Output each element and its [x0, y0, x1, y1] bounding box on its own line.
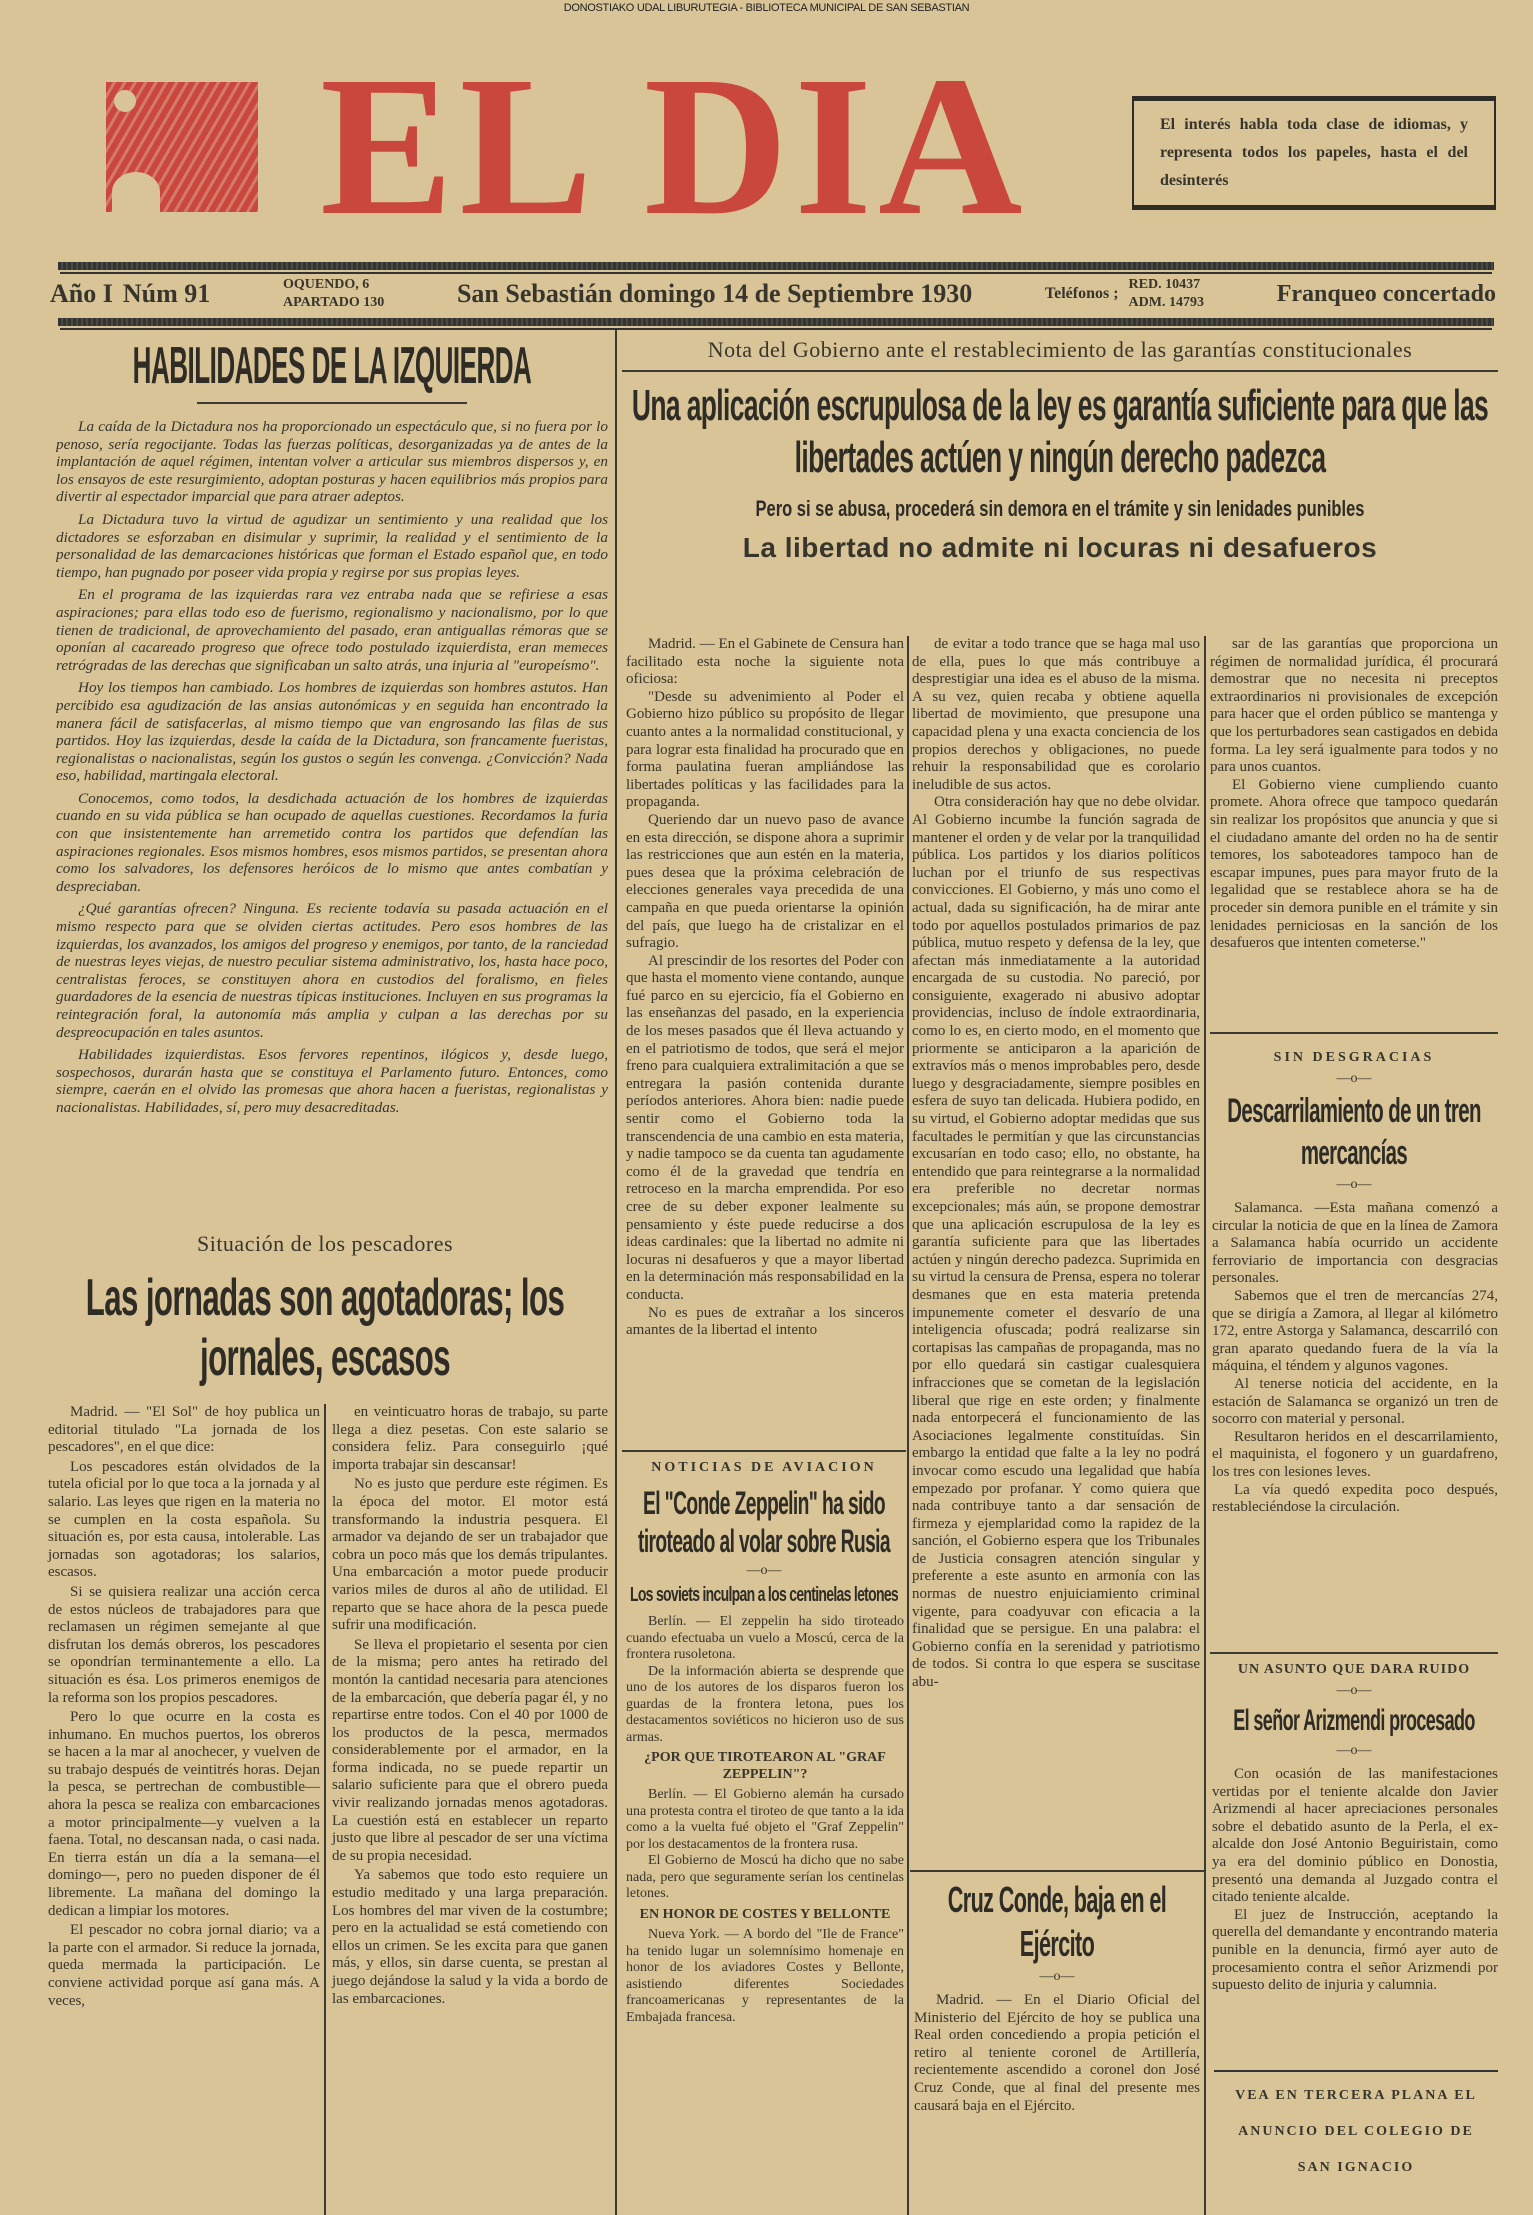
arizmendi-section-block: [1210, 1652, 1498, 2062]
government-col-1: [626, 636, 904, 1446]
paragraph: De la información abierta se desprende que uno de los autores de los disparos fueron los guardas de la frontera letona, pues los destacamentos soviéticos no hicieron uso de sus armas.: [626, 1663, 904, 1745]
train-section-block: [1210, 1032, 1498, 1648]
phone-red: RED. 10437: [1128, 277, 1201, 292]
paragraph: El pescador no cobra jornal diario; va a la parte con el armador. Si reduce la jornada, queda mermada la participación. Le conviene actividad porque así gana más. A veces,: [48, 1922, 320, 2009]
divider: [1210, 1652, 1498, 1654]
arizmendi-headline-text: El señor Arizmendi procesado: [1233, 1704, 1475, 1737]
paragraph: No es justo que perdure este régimen. Es la época del motor. El motor está transformando la industria pesquera. El armador va dejando de ser un trabajador que cobra un poco más que los demás tripulantes. Una embarcación a motor puede producir varios miles de duros al año de utilidad. El reparto que se hace ahora de la pesca puede sufrir una modificación.: [332, 1476, 608, 1634]
aviation-subhead-text: Los soviets inculpan a los centinelas letones: [629, 1584, 899, 1606]
paragraph: de evitar a todo trance que se haga mal uso de ella, pues lo que más contribuye a desprestigiar una idea es el abuso de la misma. A su vez, quien recaba y obtiene aquella libertad de movimiento, que presupone una capacidad plena y una exacta conciencia de los propios derechos y obligaciones, no puede rehuir la responsabilidad que es corolario ineludible de sus actos.: [912, 636, 1200, 793]
phone-numbers: [1129, 276, 1204, 312]
fishermen-col-1: [42, 1404, 324, 2215]
train-section: SIN DESGRACIAS: [1273, 1050, 1435, 1065]
ornament: —o—: [1336, 1071, 1372, 1086]
fishermen-headline: [42, 1268, 608, 1388]
government-subhead-1: [622, 494, 1498, 524]
year: Año I: [50, 279, 113, 308]
fishermen-col-2: [326, 1404, 608, 2215]
cruz-conde-body: [910, 1992, 1204, 2215]
divider: [197, 402, 467, 404]
paragraph: Salamanca. —Esta mañana comenzó a circular la noticia de que en la línea de Zamora a Salamanca había ocurrido un accidente ferroviario de importancia con desgracias personales.: [1212, 1200, 1498, 1287]
paragraph: Madrid. — "El Sol" de hoy publica un editorial titulado "La jornada de los pescadores", en el que dice:: [48, 1404, 320, 1456]
train-body: [1210, 1200, 1498, 1648]
paragraph: Madrid. — En el Gabinete de Censura han facilitado esta noche la siguiente nota oficiosa:: [626, 636, 904, 688]
paragraph: La vía quedó expedita poco después, restableciéndose la circulación.: [1212, 1481, 1498, 1516]
paragraph: Madrid. — En el Diario Oficial del Ministerio del Ejército de hoy se publica una Real orden concediendo a propia petición el retiro al teniente coronel de Artillería, recientemente ascendido a coronel don José Cruz Conde, que al final del presente mes causará baja en el Ejército.: [914, 1992, 1200, 2114]
paragraph: El juez de Instrucción, aceptando la querella del demandante y encontrando materia punible en la denuncia, firmó ayer auto de procesamiento contra el señor Arizmendi por supuesto delito de injuria y calumnia.: [1212, 1906, 1498, 1994]
train-headline: [1210, 1090, 1498, 1174]
divider: [622, 370, 1498, 372]
divider: [622, 1450, 906, 1452]
train-headline-text: Descarrilamiento de un tren mercancías: [1227, 1092, 1481, 1172]
paragraph: Los pescadores están olvidados de la tutela oficial por lo que toca a la jornada y al salario. Las leyes que rigen en la materia no se cumplen en la costa española. Su situación es, por esta causa, intolerable. Las jornadas son agotadoras; los salarios, escasos.: [48, 1458, 320, 1581]
aviation-subheading: ¿POR QUE TIROTEARON AL "GRAF ZEPPELIN"?: [644, 1750, 886, 1782]
paragraph: Queriendo dar un nuevo paso de avance en esta dirección, se dispone ahora a suprimir las restricciones que aun estén en la materia, pues desea que la próxima celebración de elecciones generales vaya precedida de una campaña en que pueda orientarse la opinión del país, que luego ha de cristalizar en el sufragio.: [626, 811, 904, 952]
notice-box: [1214, 2070, 1498, 2215]
column-rule: [1204, 636, 1206, 2215]
paragraph: Nueva York. — A bordo del "Ile de France" ha tenido lugar un solemnísimo homenaje en honor de los aviadores Costes y Bellonte, asistiendo diferentes Sociedades francoamericanas y representantes de la Embajada francesa.: [626, 1927, 904, 2025]
aviation-headline: [622, 1484, 906, 1560]
paragraph: Berlín. — El zeppelin ha sido tiroteado cuando efectuaba un vuelo a Moscú, cerca de la frontera rusoletona.: [626, 1614, 904, 1662]
aviation-section: NOTICIAS DE AVIACION: [651, 1460, 877, 1475]
notice-line-1: VEA EN TERCERA PLANA EL: [1235, 2088, 1477, 2103]
masthead-logo-sun-icon: [106, 82, 258, 212]
notice-line-3: SAN IGNACIO: [1297, 2160, 1415, 2175]
ornament: —o—: [1336, 1743, 1372, 1758]
editorial-headline-text: HABILIDADES DE LA IZQUIERDA: [132, 337, 532, 395]
aviation-headline-text: El "Conde Zeppelin" ha sido tiroteado al volar sobre Rusia: [638, 1485, 890, 1559]
government-headline-text: Una aplicación escrupulosa de la ley es garantía suficiente para que las libertades actúen y ningún derecho padezca: [631, 381, 1489, 482]
paragraph: El Gobierno viene cumpliendo cuanto promete. Ahora ofrece que tampoco quedarán sin realizar los propósitos que anuncia y que si el ciudadano amante del orden no ha de sentir temores, los saboteadores tampoco han de escapar impunes, pues para mayor fruto de la legalidad que se restablece ahora se ha de proceder sin demora punible en el trámite y sin lenidades perniciosas en la sanción de los desafueros que intenten cometerse.": [1210, 776, 1498, 952]
fishermen-kicker: Situación de los pescadores: [196, 1231, 454, 1256]
paragraph: Al prescindir de los resortes del Poder con que hasta el momento viene contando, aunque fué parco en su ejercicio, fía el Gobierno en las enseñanzas del pasado, en la experiencia de los meses pasados que él lleva actuando y en el patriotismo de todos, que será el mejor freno para cualquiera extralimitación a que se entregara la pasión contenida durante períodos anteriores. Ahora bien: nadie puede sentir como el Gobierno toda la transcendencia de una cambio en esta materia, y nadie tampoco se da cuenta tan agudamente como él de la gravedad que tendría en retroceso en la marcha emprendida. Por eso cree de su deber exponer lealmente su pensamiento y éste puede reducirse a dos ideas cardinales: que la libertad no admite ni locuras ni desafueros y que a mayor libertad en la determinación más responsabilidad en la conducta.: [626, 952, 904, 1303]
fishermen-columns: [42, 1404, 608, 2215]
ornament: —o—: [1039, 1969, 1075, 1984]
issue-number: Núm 91: [122, 279, 211, 308]
divider: [910, 1870, 1204, 1872]
po-box: APARTADO 130: [282, 295, 385, 310]
divider: [1210, 1032, 1498, 1034]
paragraph: sar de las garantías que proporciona un régimen de normalidad jurídica, él procurará demostrar que no necesita ni preceptos extraordinarios ni provisionales de excepción para hacer que el orden público se mantenga y que los perturbadores sean castigados en debida forma. La ley será igualmente para todos y no para unos cuantos.: [1210, 636, 1498, 776]
paragraph: Ya sabemos que todo esto requiere un estudio meditado y una larga preparación. Los hombres del mar viven de la costumbre; pero en la actualidad se está cometiendo con ellos un crimen. Se les excita para que ganen más, y ellos, sin darse cuenta, se prestan al juego dejándose la salud y la vida a bordo de las embarcaciones.: [332, 1867, 608, 2007]
paragraph: Hoy los tiempos han cambiado. Los hombres de izquierdas son hombres astutos. Han percibido esa agudización de las ansias autonómicas y en seguida han encontrado la manera fácil de satisfacerlas, al mismo tiempo que van engrosando las filas de sus partidos. Hoy las izquierdas, desde la caída de la Dictadura, son francamente fueristas, regionalistas o nacionalistas, según los gustos o según les convenga. ¿Convicción? Nada eso, habilidad, martingala electoral.: [56, 679, 608, 785]
info-bar: [50, 274, 1496, 314]
paragraph: Conocemos, como todos, la desdichada actuación de los hombres de izquierdas cuando en su vida pública se han ocupado de aquellas cuestiones. Recordamos la furia con que insistentemente han arremetido contra los partidos que defendían las aspiraciones regionales. Esos mismos hombres, esos mismos partidos, se presentan ahora como los salvadores, los defensores heróicos de lo mismo que antes combatían y despreciaban.: [56, 789, 608, 895]
postage-note: Franqueo concertado: [1276, 280, 1496, 307]
paragraph: Pero lo que ocurre en la costa es inhumano. En muchos puertos, los obreros se hacen a la mar al anochecer, y vuelven de su trabajo después de veintitrés horas. Dejan la pesca, se pertrechan de combustible—ahora la pesca se realiza con embarcaciones a motor principalmente—y vuelven a la faena. Total, no descansan nada, o casi nada. En tierra están un día a la semana—el domingo—, pero no pueden disponer de él libremente. La mañana del domingo la dedican a limpiar los motores.: [48, 1709, 320, 1919]
editorial-section: [56, 336, 608, 1150]
aviation-section-block: [622, 1450, 906, 2215]
aviation-subhead: [622, 1582, 906, 1608]
arizmendi-body: [1210, 1766, 1498, 2062]
dateline: San Sebastián domingo 14 de Septiembre 1930: [456, 279, 973, 308]
paragraph: Al tenerse noticia del accidente, en la estación de Salamanca se organizó un tren de socorro con material y personal.: [1212, 1375, 1498, 1428]
government-headline: [622, 380, 1498, 484]
fishermen-section: [42, 1230, 608, 2215]
address: OQUENDO, 6: [282, 277, 370, 292]
info-rule: [58, 318, 1494, 328]
paragraph: La caída de la Dictadura nos ha proporcionado un espectáculo que, si no fuera por lo penoso, sería regocijante. Todas las fuerzas políticas, desorganizadas ya de antes de la implantación de aquel régimen, intentan volver a articular sus miembros dispersos y, en los ensayos de este resurgimiento, adoptan posturas y hacen equilibrios más propios para divertir al espectador imparcial que para atraer adeptos.: [56, 418, 608, 506]
phones-label: Teléfonos ;: [1044, 285, 1119, 302]
paragraph: ¿Qué garantías ofrecen? Ninguna. Es reciente todavía su pasada actuación en el mismo respecto para que se olviden ciertas actitudes. Pero esos hombres de las izquierdas, los avanzados, los amigos del progreso y enemigos, por tanto, de la ranciedad de nuestras leyes viejas, de nuestro peculiar sistema administrativo, los, hasta hace poco, centralistas feroces, se constituyen ahora en custodios del foralismo, en fieles guardadores de la esencia de nuestras típicas instituciones. Incluyen en sus programas la reintegración foral, la autonomía más amplia y culpan a las derechas por su despreocupación en tales asuntos.: [56, 900, 608, 1041]
address-group: [283, 276, 384, 312]
fishermen-headline-text: Las jornadas son agotadoras; los jornales, escasos: [85, 1269, 565, 1387]
masthead-title: EL DIA: [320, 36, 1029, 257]
column-rule: [615, 330, 617, 2215]
editorial-body: [56, 418, 608, 1150]
editorial-headline: [56, 336, 608, 396]
paragraph: Resultaron heridos en el descarrilamiento, el maquinista, el fogonero y un guardafreno, los tres con lesiones leves.: [1212, 1428, 1498, 1480]
paragraph: Se lleva el propietario el sesenta por cien de la misma; pero antes ha retirado del montón la cantidad necesaria para atenciones de la embarcación, que debería pagar él, y no repartirse entre todos. Con el 40 por 1000 de los productos de la pesca, mermados considerablemente por el armador, en la forma indicada, no se puede repartir un salario suficiente para que el obrero pueda vivir realizando jornadas menos agotadoras. La cuestión está en establecer un reparto justo que libre al pescador de ser una víctima de su propia necesidad.: [332, 1636, 608, 1864]
paragraph: Con ocasión de las manifestaciones vertidas por el teniente alcalde don Javier Arizmendi al hacer apreciaciones personales sobre el debatido asunto de la Perla, el ex-alcalde don José Antonio Beguiristain, como ya era del dominio público en Donostia, presentó una demanda al Juzgado contra el citado teniente alcalde.: [1212, 1766, 1498, 1906]
ornament: —o—: [1336, 1177, 1372, 1192]
government-col-3: [1210, 636, 1498, 1026]
cruz-conde-headline: [910, 1878, 1204, 1966]
paragraph: en veinticuatro horas de trabajo, su parte llega a diez pesetas. Con este salario se considera feliz. Para conseguirlo ¡qué importa trabajar sin descansar!: [332, 1404, 608, 1473]
government-subhead-2: La libertad no admite ni locuras ni desafueros: [742, 532, 1378, 563]
paragraph: No es pues de extrañar a los sinceros amantes de la libertad el intento: [626, 1304, 904, 1339]
notice-line-2: ANUNCIO DEL COLEGIO DE: [1238, 2124, 1474, 2139]
paragraph: En el programa de las izquierdas rara vez entraba nada que se refiriese a esas aspiraciones; para ellas todo eso de fuerismo, regionalismo y nacionalismo, por lo que tienen de tradicional, de aprovechamiento del pasado, eran antiguallas rémoras que se oponían al cacareado progreso que ofrece todo postulado izquierdista, eran memeces retrógradas de las derechas que significaban un salto atrás, una injuria al "europeísmo".: [56, 586, 608, 674]
aviation-body: [622, 1614, 906, 2215]
archive-attribution: DONOSTIAKO UDAL LIBURUTEGIA - BIBLIOTECA MUNICIPAL DE SAN SEBASTIAN: [563, 2, 970, 14]
paragraph: Berlín. — El Gobierno alemán ha cursado una protesta contra el tiroteo de que tanto a la ida como a la vuelta fué objeto el "Graf Zeppelin" por los destacamentos de la frontera rusa.: [626, 1787, 904, 1852]
paragraph: Otra consideración hay que no debe olvidar. Al Gobierno incumbe la función sagrada de mantener el orden y de velar por la tranquilidad pública. Los partidos y los diarios políticos luchan por el triunfo de sus respectivas convicciones. El Gobierno, y más uno como el actual, dada su significación, ha de mirar ante todo por aquellos postulados primarios de paz pública, mutuo respeto y defensa de la ley, que afectan más inmediatamente a la autoridad encargada de su custodia. No pareció, por consiguiente, exagerado ni abusivo adoptar providencias, incluso de índole extraordinaria, como lo es, en cierto modo, en el momento que priormente se anticiparon a la aparición de extravíos más o menos improbables pero, desde luego y desgraciadamente, siempre posibles en esfera de suyo tan delicada. Hubiera podido, en su virtud, el Gobierno adoptar medidas que sus facultades le permitían y que las circunstancias excusarían en todo caso; ello, no obstante, ha entendido que para reintegrarse a la normalidad era preferible no decretar normas excepcionales; más aún, se propone demostrar que una aplicación escrupulosa de la ley es garantía suficiente para que las libertades actúen y ningún derecho padezca. Suprimida en su virtud la censura de Prensa, espera no tolerar desmanes que en esta materia pretenda impunemente cometer el desvarío de una inteligencia ofuscada; podrá realizarse sin cortapisas las campañas de propaganda, mas no por ello quedará sin castigar cualesquiera infracciones que se cometan de la legislación liberal que rige en este orden; y finalmente nada entorpecerá el funcionamiento de las Asociaciones legalmente constituídas. Sin embargo la entidad que falte a la ley no podrá invocar como escudo una legalidad que había empezado por profanar. Y como quiera que nada contribuye tanto a dar sensación de firmeza y ejemplaridad como la rapidez de la sanción, el Gobierno espera que los Tribunales de Justicia consagren atención singular y preferente a este asunto en armonía con las normas de nuestro enjuiciamiento criminal vigente, para coadyuvar con eficacia a la finalidad que se persigue. En una palabra: el Gobierno confía en la serenidad y patriotismo de todos. Si contra lo que espera se suscitase abu-: [912, 794, 1200, 1691]
ornament: —o—: [1336, 1683, 1372, 1698]
paragraph: Habilidades izquierdistas. Esos fervores repentinos, ilógicos y, desde luego, sospechosos, durarán hasta que se constituya el Parlamento futuro. Entonces, como siempre, caerán en el olvido las promesas que ahora hacen a fueristas, regionalistas y nacionalistas. Habilidades, sí, pero muy desacreditadas.: [56, 1046, 608, 1116]
cruz-conde-section: [910, 1870, 1204, 2215]
government-subhead-1-text: Pero si se abusa, procederá sin demora en el trámite y sin lenidades punibles: [755, 496, 1365, 521]
government-header: [622, 336, 1498, 632]
arizmendi-headline: [1210, 1702, 1498, 1740]
arizmendi-section: UN ASUNTO QUE DARA RUIDO: [1237, 1662, 1471, 1677]
cruz-conde-headline-text: Cruz Conde, baja en el Ejército: [947, 1879, 1167, 1964]
masthead-motto: El interés habla toda clase de idiomas, y representa todos los papeles, hasta el del desinterés: [1132, 96, 1496, 210]
phone-adm: ADM. 14793: [1128, 295, 1204, 310]
paragraph: Sabemos que el tren de mercancías 274, que se dirigía a Zamora, al llegar al kilómetro 172, entre Astorga y Salamanca, descarriló con gran aparato quedando fuera de la vía la máquina, el téndem y algunos vagones.: [1212, 1287, 1498, 1375]
paragraph: El Gobierno de Moscú ha dicho que no sabe nada, pero que seguramente serían los centinelas letones.: [626, 1853, 904, 1901]
column-rule: [907, 636, 909, 2215]
issue-group: [50, 279, 210, 309]
government-kicker: Nota del Gobierno ante el restablecimiento de las garantías constitucionales: [707, 337, 1413, 362]
government-col-2: [912, 636, 1200, 1866]
paragraph: La Dictadura tuvo la virtud de agudizar un sentimiento y una realidad que los dictadores se esforzaban en disimular y suprimir, la realidad y el sentimiento de la personalidad de las demarcaciones históricas que forman el Estado español que, en todo tiempo, han pugnado por poseer vida propia y regirse por sus propias leyes.: [56, 510, 608, 581]
paragraph: "Desde su advenimiento al Poder el Gobierno hizo público su propósito de llegar cuanto antes a la normalidad constitucional, y para lograr esta finalidad ha procurado que en forma paulatina fueran ampliándose las libertades políticas y las facilidades para la propaganda.: [626, 688, 904, 811]
paragraph: Si se quisiera realizar una acción cerca de estos núcleos de trabajadores para que reclamasen un régimen semejante al que disfrutan los demás obreros, los pescadores se opondrían terminantemente a ello. La situación es ésa. Los primeros enemigos de la reforma son los propios pescadores.: [48, 1583, 320, 1706]
aviation-subheading: EN HONOR DE COSTES Y BELLONTE: [639, 1906, 891, 1922]
top-rule: [58, 262, 1494, 272]
ornament: —o—: [746, 1563, 782, 1578]
phones-group: [1045, 276, 1204, 312]
